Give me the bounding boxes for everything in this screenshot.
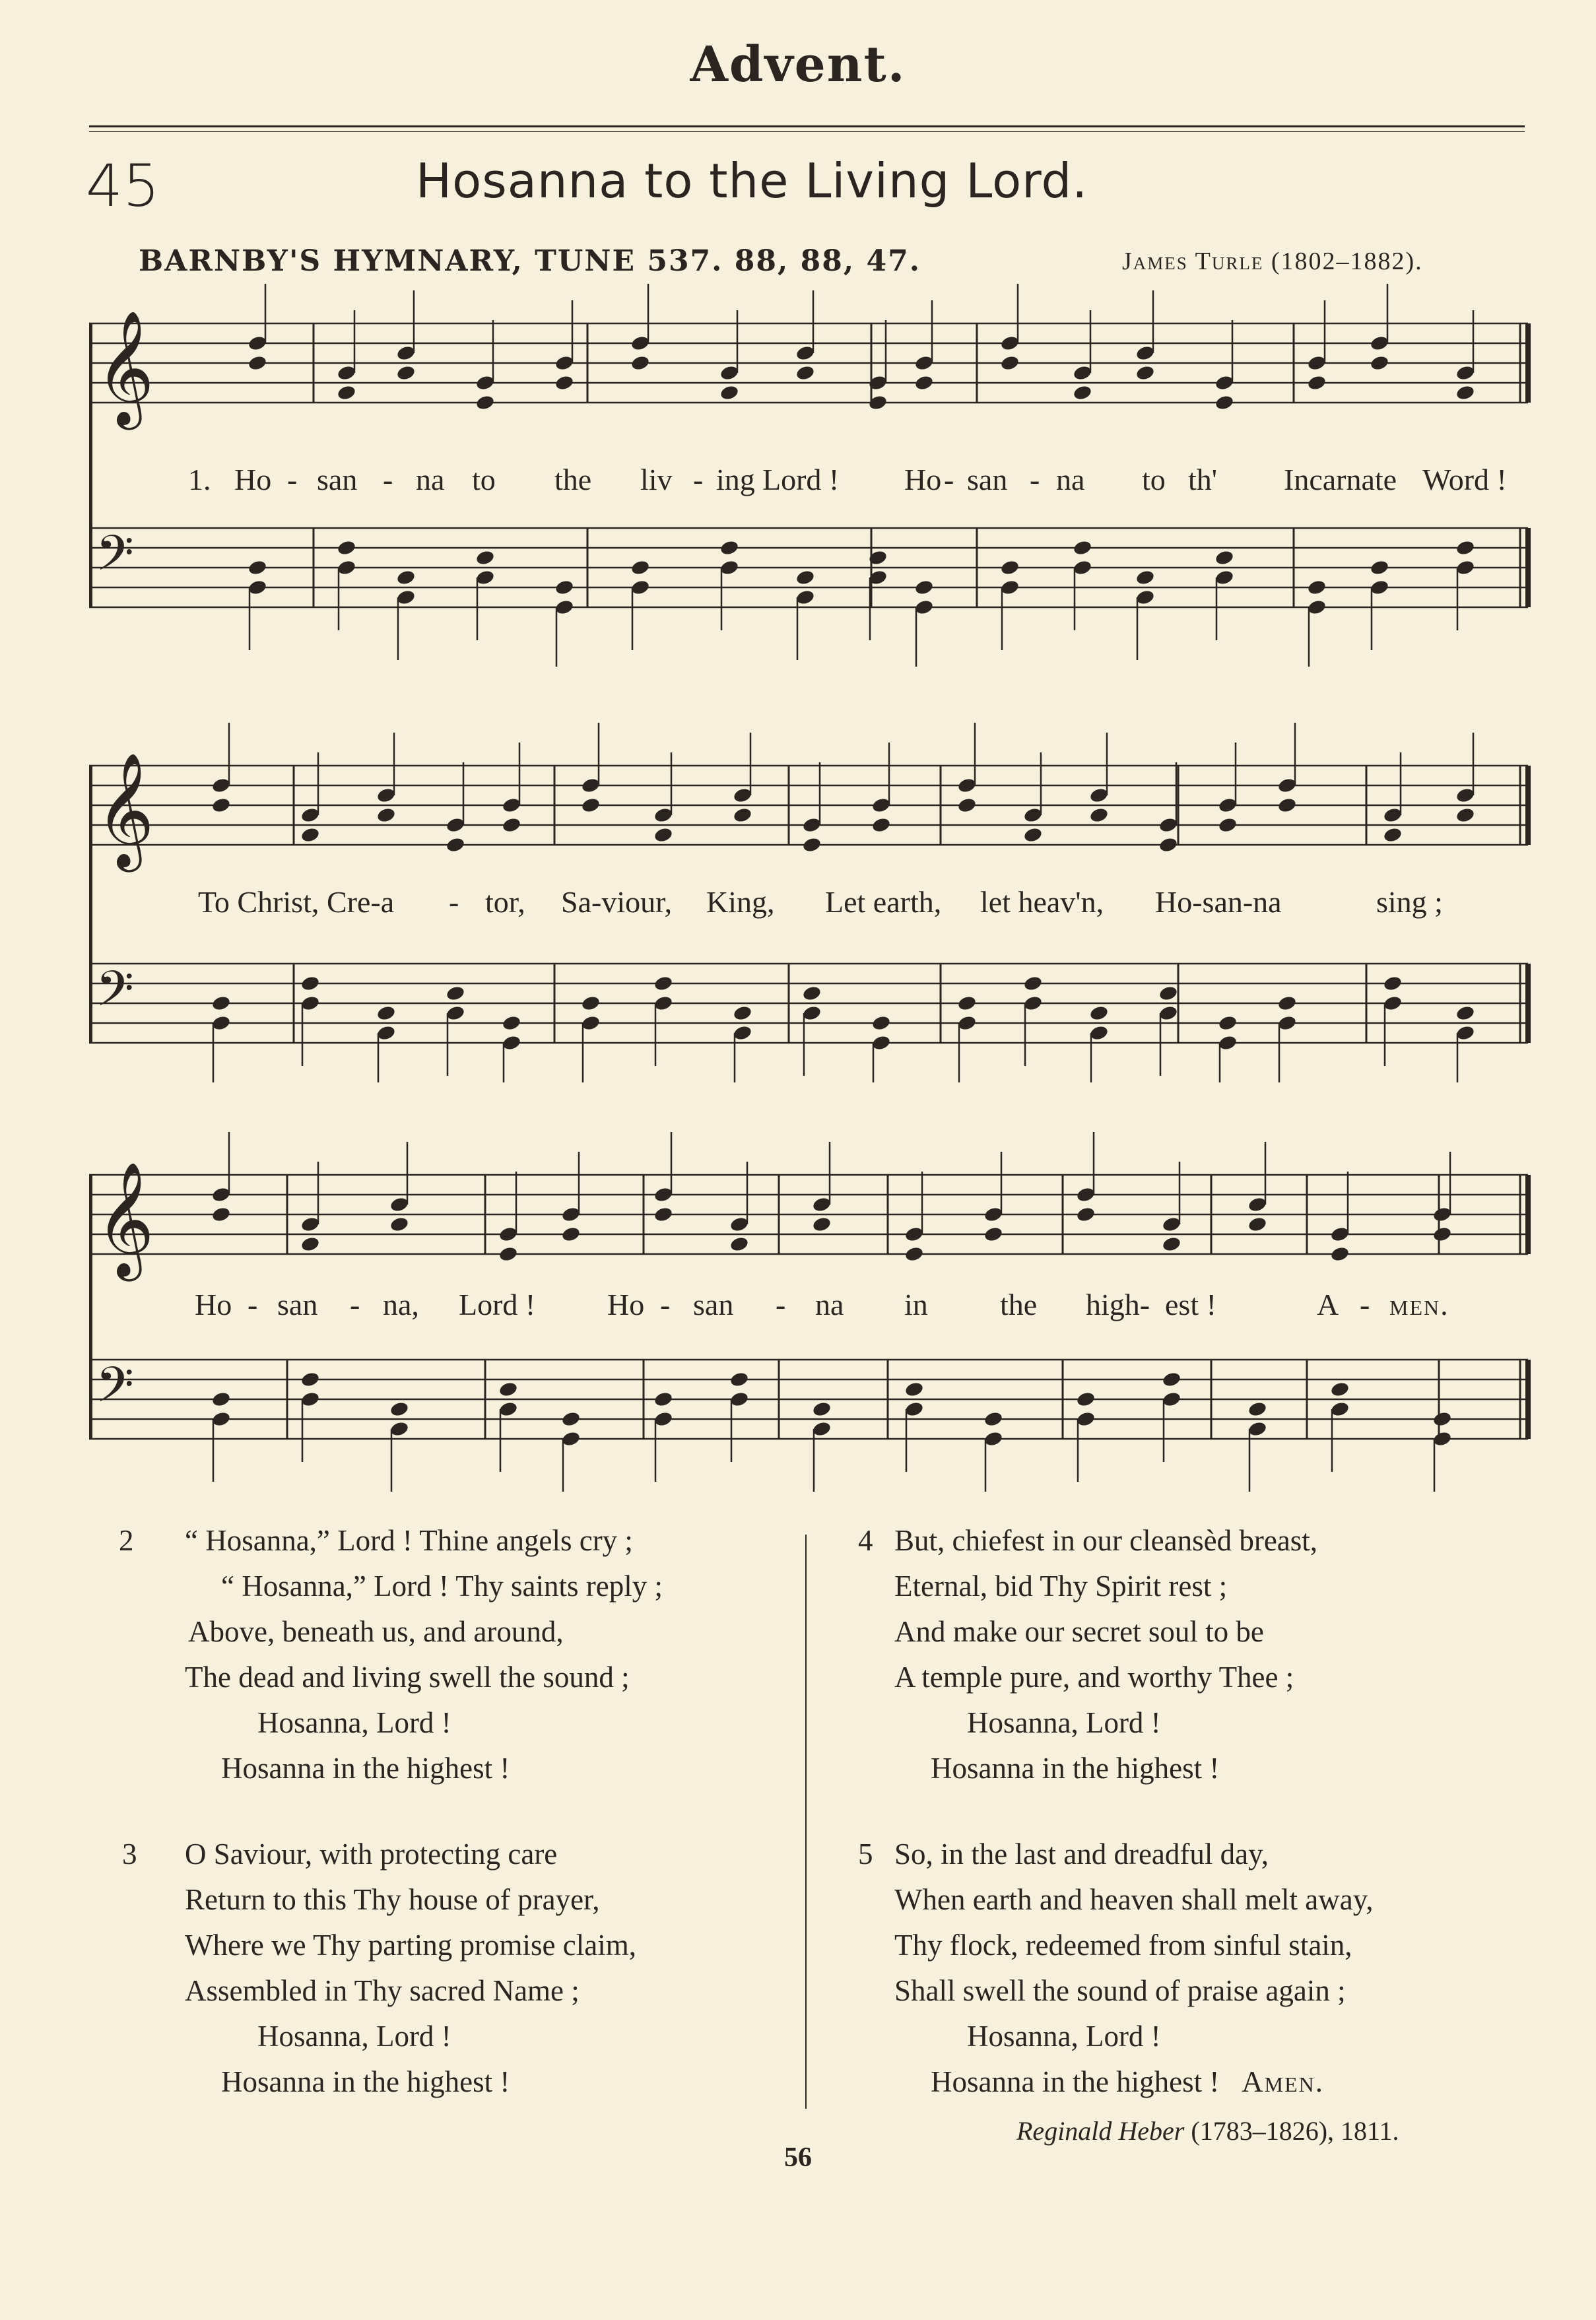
notehead — [248, 559, 268, 576]
verse-line: Eternal, bid Thy Spirit rest ; — [894, 1570, 1228, 1603]
syllable: ing — [716, 463, 755, 496]
notehead — [1432, 1410, 1453, 1428]
syllable: Lord ! — [459, 1288, 536, 1321]
notehead — [1247, 1216, 1268, 1233]
notehead — [1218, 1014, 1238, 1032]
notehead — [1214, 374, 1235, 391]
hyphen: - — [383, 463, 393, 496]
notehead — [1247, 1420, 1268, 1438]
verse-3 — [122, 1832, 636, 2105]
notehead — [337, 539, 357, 556]
notehead — [561, 1206, 582, 1223]
notehead — [729, 1371, 750, 1388]
notehead — [1073, 384, 1093, 401]
notehead — [396, 569, 416, 586]
tune-line: BARNBY'S HYMNARY, TUNE 537. 88, 88, 47. — [139, 244, 921, 278]
notehead — [1023, 975, 1044, 992]
notehead — [211, 995, 232, 1012]
treble-clef-icon: 𝄞 — [96, 1162, 154, 1276]
notehead — [1089, 1024, 1110, 1042]
notehead — [1455, 1005, 1476, 1022]
notehead — [653, 1186, 674, 1203]
notehead — [719, 559, 740, 576]
verse-number: 2 — [119, 1524, 134, 1557]
notehead — [396, 364, 416, 381]
column-divider — [805, 1535, 807, 2109]
notehead — [983, 1206, 1004, 1223]
notehead — [1214, 394, 1235, 411]
notehead — [561, 1226, 582, 1243]
syllable: est ! — [1165, 1288, 1216, 1321]
notehead — [389, 1216, 410, 1233]
syllable: Word ! — [1422, 463, 1507, 496]
syllable: san — [967, 463, 1008, 496]
notehead — [1073, 559, 1093, 576]
hymn-number: 45 — [86, 152, 160, 220]
notehead — [1023, 807, 1044, 824]
notehead — [1330, 1381, 1350, 1398]
verse-line: Return to this Thy house of prayer, — [185, 1883, 600, 1916]
bass-clef-icon: 𝄢 — [96, 1356, 134, 1426]
notehead — [904, 1226, 925, 1243]
syllable: King, — [706, 885, 775, 919]
verse-number: 4 — [858, 1524, 873, 1557]
syllable: Cre-a — [327, 885, 395, 919]
notehead — [630, 559, 651, 576]
notehead — [1023, 995, 1044, 1012]
syllable: san — [277, 1288, 318, 1321]
notehead — [802, 836, 822, 853]
notehead — [376, 807, 397, 824]
notehead — [1383, 975, 1403, 992]
notehead — [1023, 826, 1044, 844]
notehead — [653, 1410, 674, 1428]
notehead — [211, 1186, 232, 1203]
verse-line: Hosanna in the highest ! — [221, 1752, 510, 1785]
notehead — [983, 1410, 1004, 1428]
notehead — [498, 1381, 519, 1398]
notehead — [1383, 807, 1403, 824]
notehead — [211, 777, 232, 794]
notehead — [1135, 589, 1156, 606]
notehead — [300, 995, 321, 1012]
syllable: to — [472, 463, 496, 496]
notehead — [795, 364, 816, 381]
notehead — [1330, 1226, 1350, 1243]
notehead — [1073, 539, 1093, 556]
notehead — [812, 1216, 832, 1233]
notehead — [248, 335, 268, 352]
notehead — [1073, 364, 1093, 381]
syllable: let heav'n, — [980, 885, 1104, 919]
syllable: Let earth, — [825, 885, 942, 919]
notehead — [729, 1236, 750, 1253]
notehead — [1135, 569, 1156, 586]
notehead — [300, 807, 321, 824]
notehead — [554, 599, 575, 616]
notehead — [554, 579, 575, 596]
notehead — [914, 579, 935, 596]
notehead — [729, 1391, 750, 1408]
notehead — [475, 394, 496, 411]
notehead — [653, 1391, 674, 1408]
verse-line: But, chiefest in our cleansèd breast, — [894, 1524, 1318, 1557]
syllable: Ho — [195, 1288, 232, 1321]
verse-2 — [119, 1518, 663, 1791]
verse-line: Hosanna, Lord ! — [257, 1706, 451, 1739]
notehead — [300, 1216, 321, 1233]
notehead — [376, 1024, 397, 1042]
verse-line: Assembled in Thy sacred Name ; — [185, 1974, 580, 2007]
verse-4 — [858, 1518, 1318, 1791]
notehead — [337, 364, 357, 381]
notehead — [1135, 345, 1156, 362]
verse-line: “ Hosanna,” Lord ! Thine angels cry ; — [185, 1524, 633, 1557]
verse-line: Shall swell the sound of praise again ; — [894, 1974, 1346, 2007]
notehead — [211, 1206, 232, 1223]
syllable: san — [693, 1288, 734, 1321]
treble-clef-icon: 𝄞 — [96, 310, 154, 425]
notehead — [983, 1430, 1004, 1447]
syllable: Sa-viour, — [561, 885, 673, 919]
notehead — [502, 1034, 522, 1051]
notehead — [802, 816, 822, 834]
notehead — [581, 777, 601, 794]
notehead — [1307, 374, 1327, 391]
syllable: to — [1142, 463, 1166, 496]
syllable: A — [1317, 1288, 1339, 1321]
verse-line: Hosanna, Lord ! — [967, 2020, 1161, 2053]
syllable: the — [1000, 1288, 1038, 1321]
notehead — [630, 354, 651, 372]
notehead — [1370, 559, 1390, 576]
notehead — [554, 374, 575, 391]
notehead — [1214, 569, 1235, 586]
notehead — [1162, 1371, 1182, 1388]
verse-line — [894, 2059, 1374, 2105]
notehead — [1162, 1236, 1182, 1253]
notehead — [1432, 1226, 1453, 1243]
hyphen: - — [776, 1288, 786, 1321]
notehead — [475, 569, 496, 586]
header-rule — [89, 125, 1525, 127]
notehead — [1247, 1196, 1268, 1213]
notehead — [376, 787, 397, 804]
notehead — [904, 1401, 925, 1418]
verse-line: Above, beneath us, and around, — [188, 1615, 564, 1648]
notehead — [871, 1014, 892, 1032]
notehead — [719, 384, 740, 401]
notehead — [1307, 354, 1327, 372]
syllable: To Christ, — [198, 885, 319, 919]
notehead — [1277, 777, 1298, 794]
notehead — [475, 549, 496, 566]
notehead — [802, 1005, 822, 1022]
notehead — [957, 777, 978, 794]
notehead — [498, 1245, 519, 1263]
hyphen: - — [1030, 463, 1040, 496]
author-name: Reginald Heber — [1016, 2116, 1185, 2146]
notehead — [653, 995, 674, 1012]
notehead — [812, 1401, 832, 1418]
notehead — [502, 816, 522, 834]
notehead — [1000, 559, 1020, 576]
notehead — [1455, 539, 1476, 556]
verse-line: The dead and living swell the sound ; — [185, 1661, 630, 1694]
verse-line: And make our secret soul to be — [894, 1615, 1264, 1648]
notehead — [1158, 816, 1179, 834]
notehead — [1383, 995, 1403, 1012]
notehead — [446, 816, 466, 834]
notehead — [795, 589, 816, 606]
syllable: liv — [640, 463, 673, 496]
verse-line: Hosanna in the highest ! — [221, 2065, 510, 2098]
notehead — [1383, 826, 1403, 844]
notehead — [983, 1226, 1004, 1243]
notehead — [581, 1014, 601, 1032]
verse-number: 5 — [858, 1838, 873, 1871]
syllable: Ho — [607, 1288, 645, 1321]
notehead — [904, 1381, 925, 1398]
verse-line: Where we Thy parting promise claim, — [185, 1929, 636, 1962]
verse-marker: 1. — [188, 463, 211, 496]
notehead — [733, 1005, 753, 1022]
notehead — [653, 1206, 674, 1223]
notehead — [630, 579, 651, 596]
page-number: 56 — [784, 2142, 812, 2173]
notehead — [475, 374, 496, 391]
treble-clef-icon: 𝄞 — [96, 752, 154, 867]
notehead — [300, 1236, 321, 1253]
notehead — [300, 1371, 321, 1388]
notehead — [1076, 1186, 1096, 1203]
notehead — [1432, 1206, 1453, 1223]
notehead — [871, 797, 892, 814]
notehead — [1218, 797, 1238, 814]
hymn-title: Hosanna to the Living Lord. — [416, 153, 1088, 209]
notehead — [376, 1005, 397, 1022]
notehead — [1330, 1245, 1350, 1263]
notehead — [581, 797, 601, 814]
notehead — [396, 345, 416, 362]
notehead — [719, 539, 740, 556]
bass-clef-icon: 𝄢 — [96, 525, 134, 594]
syllable: Incarnate — [1284, 463, 1397, 496]
hyphen: - — [660, 1288, 671, 1321]
syllable: Lord ! — [762, 463, 840, 496]
notehead — [729, 1216, 750, 1233]
notehead — [1307, 599, 1327, 616]
notehead — [389, 1196, 410, 1213]
notehead — [211, 1014, 232, 1032]
notehead — [733, 787, 753, 804]
notehead — [446, 1005, 466, 1022]
running-head: Advent. — [690, 36, 906, 93]
syllable: tor, — [485, 885, 525, 919]
verse-line-text: Hosanna in the highest ! — [931, 2065, 1220, 2098]
notehead — [389, 1401, 410, 1418]
notehead — [337, 384, 357, 401]
syllable: sing ; — [1376, 885, 1443, 919]
notehead — [719, 364, 740, 381]
notehead — [1247, 1401, 1268, 1418]
notehead — [914, 374, 935, 391]
hyphen: - — [449, 885, 459, 919]
notehead — [733, 1024, 753, 1042]
notehead — [1158, 836, 1179, 853]
notehead — [502, 797, 522, 814]
notehead — [1307, 579, 1327, 596]
notehead — [1076, 1410, 1096, 1428]
notehead — [1455, 384, 1476, 401]
verse-line: Hosanna, Lord ! — [967, 1706, 1161, 1739]
notehead — [957, 797, 978, 814]
notehead — [554, 354, 575, 372]
syllable: th' — [1188, 463, 1218, 496]
notehead — [1218, 816, 1238, 834]
notehead — [1158, 1005, 1179, 1022]
syllable: in — [904, 1288, 928, 1321]
verse-line: When earth and heaven shall melt away, — [894, 1883, 1374, 1916]
notehead — [1214, 549, 1235, 566]
notehead — [1455, 364, 1476, 381]
notehead — [446, 836, 466, 853]
notehead — [498, 1401, 519, 1418]
notehead — [300, 826, 321, 844]
notehead — [1370, 579, 1390, 596]
notehead — [871, 1034, 892, 1051]
syllable: na — [416, 463, 445, 496]
verse-line: So, in the last and dreadful day, — [894, 1838, 1269, 1871]
notehead — [871, 816, 892, 834]
notehead — [1370, 335, 1390, 352]
notehead — [1330, 1401, 1350, 1418]
notehead — [211, 797, 232, 814]
notehead — [1089, 1005, 1110, 1022]
notehead — [1277, 995, 1298, 1012]
notehead — [812, 1420, 832, 1438]
notehead — [1455, 807, 1476, 824]
verse-line: “ Hosanna,” Lord ! Thy saints reply ; — [221, 1570, 663, 1603]
hyphen: - — [693, 463, 704, 496]
verse-number: 3 — [122, 1838, 137, 1871]
notehead — [1455, 559, 1476, 576]
notehead — [498, 1226, 519, 1243]
syllable: Ho-san-na — [1155, 885, 1282, 919]
syllable: high- — [1086, 1288, 1150, 1321]
notehead — [653, 807, 674, 824]
notehead — [561, 1410, 582, 1428]
hyphen: - — [1360, 1288, 1370, 1321]
notehead — [1455, 787, 1476, 804]
notehead — [957, 1014, 978, 1032]
notehead — [630, 335, 651, 352]
notehead — [502, 1014, 522, 1032]
verse-line: Hosanna, Lord ! — [257, 2020, 451, 2053]
notehead — [1218, 1034, 1238, 1051]
notehead — [1089, 787, 1110, 804]
notehead — [653, 975, 674, 992]
notehead — [211, 1391, 232, 1408]
notehead — [446, 985, 466, 1002]
syllable: the — [554, 463, 592, 496]
verse-5 — [858, 1832, 1374, 2105]
notehead — [795, 569, 816, 586]
notehead — [561, 1430, 582, 1447]
notehead — [581, 995, 601, 1012]
syllable: Ho — [904, 463, 942, 496]
bass-clef-icon: 𝄢 — [96, 960, 134, 1030]
notehead — [1370, 354, 1390, 372]
notehead — [1000, 354, 1020, 372]
hyphen: - — [350, 1288, 360, 1321]
notehead — [914, 354, 935, 372]
notehead — [300, 1391, 321, 1408]
verse-line: O Saviour, with protecting care — [185, 1838, 558, 1871]
amen: Amen. — [1242, 2065, 1325, 2098]
verse-line: A temple pure, and worthy Thee ; — [894, 1661, 1294, 1694]
notehead — [300, 975, 321, 992]
notehead — [1076, 1206, 1096, 1223]
syllable: na, — [383, 1288, 419, 1321]
notehead — [1455, 1024, 1476, 1042]
hyphen: - — [287, 463, 298, 496]
notehead — [1000, 579, 1020, 596]
author-dates: (1783–1826), 1811. — [1191, 2116, 1399, 2146]
notehead — [1277, 797, 1298, 814]
notehead — [802, 985, 822, 1002]
composer: James Turle (1802–1882). — [1122, 248, 1423, 275]
notehead — [733, 807, 753, 824]
syllable: men. — [1389, 1288, 1449, 1321]
verse-line: Hosanna in the highest ! — [931, 1752, 1220, 1785]
notehead — [957, 995, 978, 1012]
notehead — [1089, 807, 1110, 824]
notehead — [1076, 1391, 1096, 1408]
notehead — [812, 1196, 832, 1213]
notehead — [1000, 335, 1020, 352]
notehead — [337, 559, 357, 576]
notehead — [1158, 985, 1179, 1002]
syllable: na — [815, 1288, 844, 1321]
notehead — [1432, 1430, 1453, 1447]
notehead — [248, 354, 268, 372]
notehead — [389, 1420, 410, 1438]
notehead — [248, 579, 268, 596]
notehead — [1162, 1216, 1182, 1233]
notehead — [653, 826, 674, 844]
syllable: san — [317, 463, 358, 496]
notehead — [795, 345, 816, 362]
notehead — [904, 1245, 925, 1263]
hyphen: - — [248, 1288, 258, 1321]
syllable: Ho — [234, 463, 272, 496]
notehead — [1162, 1391, 1182, 1408]
syllable: na — [1056, 463, 1085, 496]
hyphen: - — [944, 463, 954, 496]
header-rule-thin — [89, 131, 1525, 132]
verse-line: Thy flock, redeemed from sinful stain, — [894, 1929, 1352, 1962]
notehead — [211, 1410, 232, 1428]
notehead — [914, 599, 935, 616]
notehead — [396, 589, 416, 606]
notehead — [1277, 1014, 1298, 1032]
notehead — [1135, 364, 1156, 381]
